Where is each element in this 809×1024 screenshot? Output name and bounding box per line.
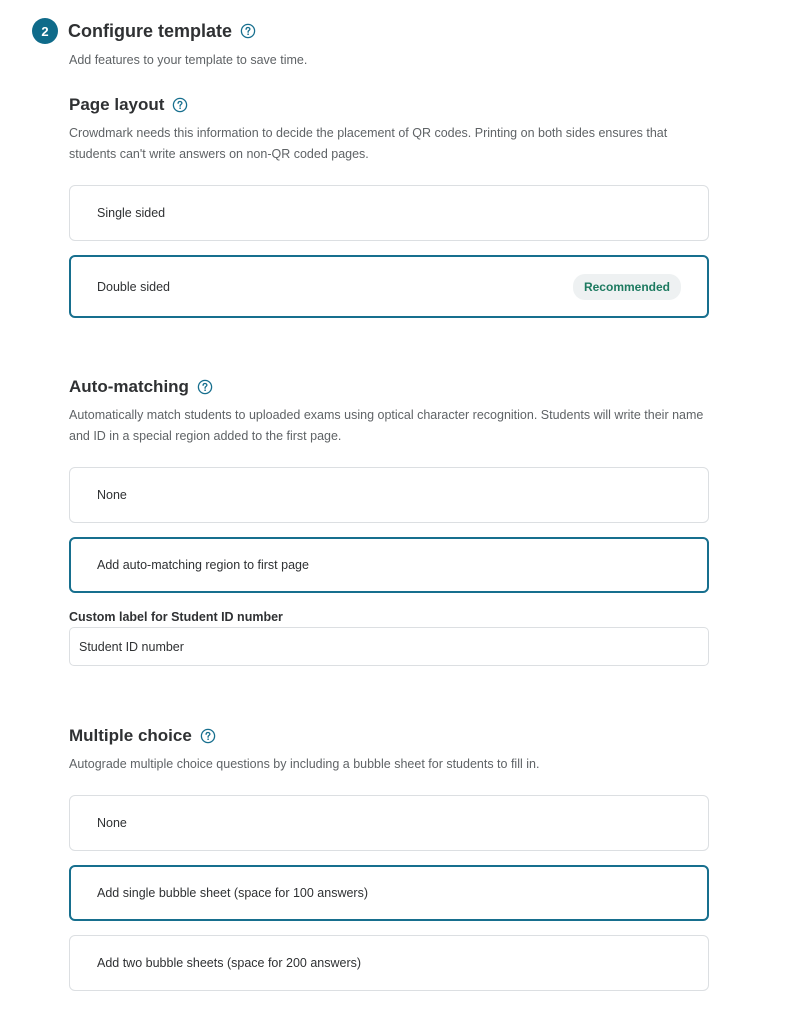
- custom-label-field-label: Custom label for Student ID number: [69, 610, 283, 624]
- question-circle-icon[interactable]: [197, 379, 213, 395]
- step-subtitle: Add features to your template to save time.: [69, 53, 308, 67]
- option-single-bubble-sheet[interactable]: [69, 865, 709, 921]
- question-circle-icon[interactable]: [172, 97, 188, 113]
- option-label: Double sided: [97, 279, 170, 294]
- step-title: Configure template: [68, 20, 233, 41]
- step-header: [32, 18, 256, 44]
- multiple-choice-title: [69, 726, 216, 746]
- multiple-choice-title-text: Multiple choice: [69, 726, 192, 745]
- auto-matching-title: [69, 377, 213, 397]
- page-layout-title: [69, 95, 188, 115]
- page-layout-title-text: Page layout: [69, 95, 165, 114]
- step-number-badge: 2: [32, 18, 58, 44]
- page-layout-description: Crowdmark needs this information to decide the placement of QR codes. Printing on both sides ensures that students can't write answers on non-QR coded pages.: [69, 126, 668, 161]
- option-auto-matching-none[interactable]: [69, 467, 709, 523]
- option-two-bubble-sheets[interactable]: [69, 935, 709, 991]
- auto-matching-title-text: Auto-matching: [69, 377, 189, 396]
- option-add-auto-matching-region[interactable]: [69, 537, 709, 593]
- option-label: Single sided: [97, 206, 166, 220]
- multiple-choice-description: Autograde multiple choice questions by including a bubble sheet for students to fill in.: [69, 757, 540, 771]
- student-id-label-input[interactable]: [69, 627, 709, 666]
- auto-matching-description: Automatically match students to uploaded exams using optical character recognition. Students will write their name and ID in a special region added to the first page.: [69, 408, 704, 443]
- option-label: None: [97, 816, 127, 830]
- option-label: Add auto-matching region to first page: [97, 558, 309, 572]
- question-circle-icon[interactable]: [200, 728, 216, 744]
- option-multiple-choice-none[interactable]: [69, 795, 709, 851]
- option-label: Add two bubble sheets (space for 200 answers): [97, 956, 362, 970]
- option-double-sided[interactable]: [69, 255, 709, 318]
- option-label: Add single bubble sheet (space for 100 answers): [97, 886, 368, 900]
- recommended-badge: Recommended: [573, 274, 681, 300]
- question-circle-icon[interactable]: [240, 23, 256, 39]
- option-label: None: [97, 488, 127, 502]
- option-single-sided[interactable]: [69, 185, 709, 241]
